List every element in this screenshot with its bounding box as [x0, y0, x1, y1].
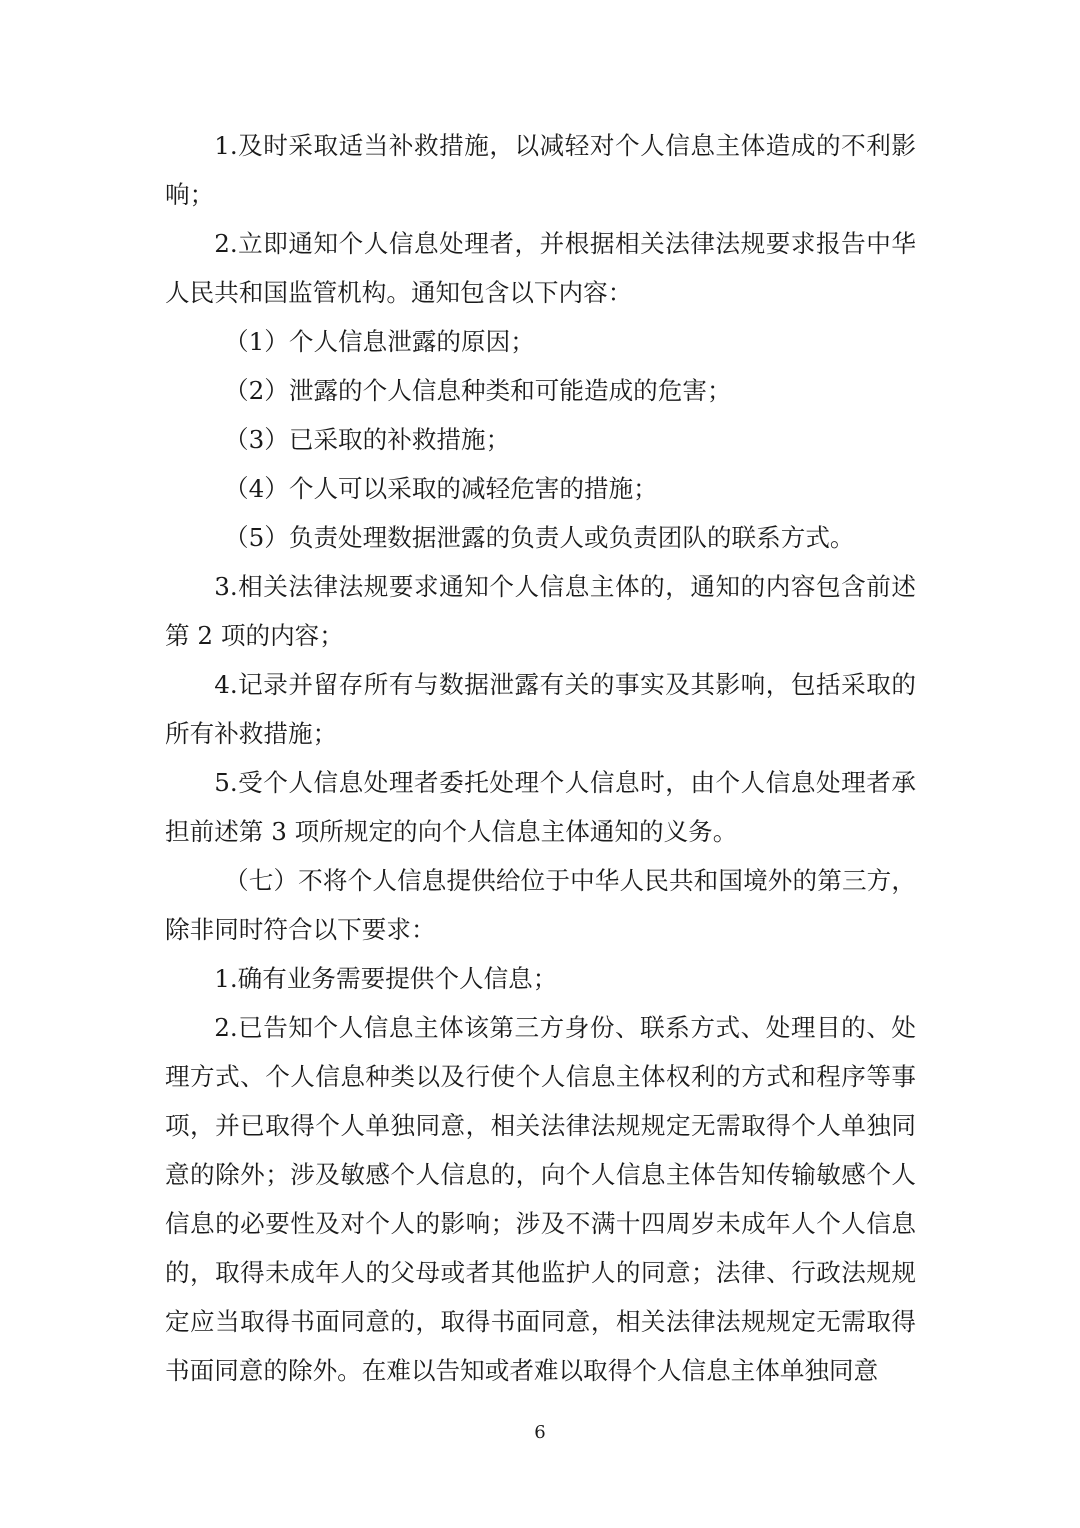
paragraph: （1）个人信息泄露的原因；	[224, 327, 535, 356]
paragraph: 1.确有业务需要提供个人信息；	[214, 964, 558, 993]
paragraph: （七）不将个人信息提供给位于中华人民共和国境外的第三方，除非同时符合以下要求：	[165, 866, 916, 944]
paragraph: （2）泄露的个人信息种类和可能造成的危害；	[224, 376, 732, 405]
paragraph: 3.相关法律法规要求通知个人信息主体的，通知的内容包含前述第 2 项的内容；	[165, 572, 916, 650]
paragraph: （4）个人可以采取的减轻危害的措施；	[224, 474, 658, 503]
paragraph: 2.已告知个人信息主体该第三方身份、联系方式、处理目的、处理方式、个人信息种类以及行使个人信息主体权利的方式和程序等事项，并已取得个人单独同意，相关法律法规规定无需取得个人单独同意的除外；涉及敏感个人信息的，向个人信息主体告知传输敏感个人信息的必要性及对个人的影响；涉及不满十四周岁未成年人个人信息的，取得未成年人的父母或者其他监护人的同意；法律、行政法规规定应当取得书面同意的，取得书面同意，相关法律法规规定无需取得书面同意的除外。在难以告知或者难以取得个人信息主体单独同意	[165, 1013, 916, 1385]
paragraph: （3）已采取的补救措施；	[224, 425, 511, 454]
paragraph: （5）负责处理数据泄露的负责人或负责团队的联系方式。	[224, 523, 855, 552]
page-number: 6	[534, 1422, 546, 1443]
paragraph: 1.及时采取适当补救措施，以减轻对个人信息主体造成的不利影响；	[165, 131, 916, 209]
paragraph: 2.立即通知个人信息处理者，并根据相关法律法规要求报告中华人民共和国监管机构。通知包含以下内容：	[165, 229, 916, 307]
document-body	[165, 121, 916, 1395]
paragraph: 4.记录并留存所有与数据泄露有关的事实及其影响，包括采取的所有补救措施；	[165, 670, 916, 748]
paragraph: 5.受个人信息处理者委托处理个人信息时，由个人信息处理者承担前述第 3 项所规定的向个人信息主体通知的义务。	[165, 768, 916, 846]
